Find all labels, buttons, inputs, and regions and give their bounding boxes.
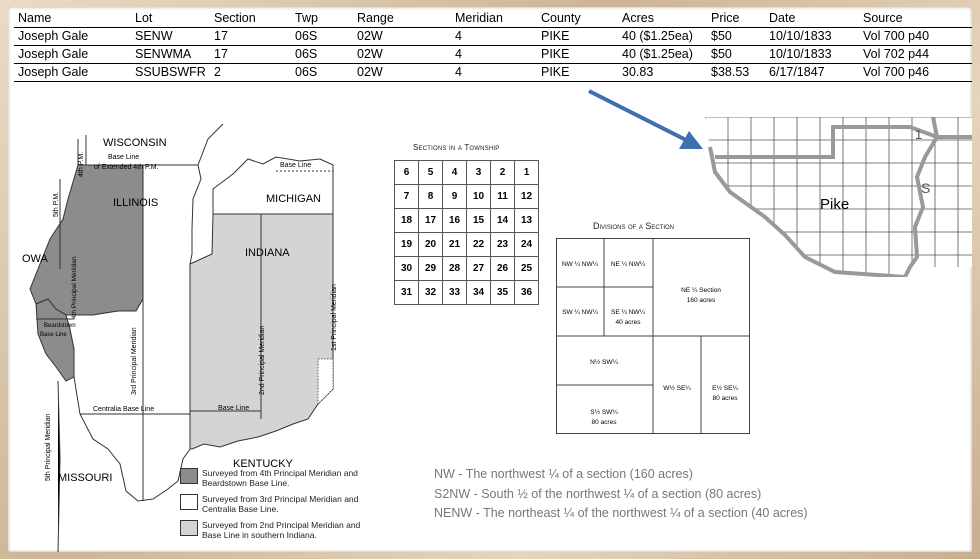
legend-swatch xyxy=(180,494,198,510)
region-1st-pm-strip xyxy=(318,359,333,404)
section-cell: 29 xyxy=(419,257,443,281)
cell: Vol 700 p46 xyxy=(859,64,972,82)
div-se-nw-acres: 40 acres xyxy=(615,319,641,326)
cell: 4 xyxy=(451,28,537,46)
pike-county-map xyxy=(705,117,972,277)
label-5th-pm: 5th P.M. xyxy=(53,191,60,217)
township-title: Sections in a Township xyxy=(413,143,500,152)
section-cell: 31 xyxy=(395,281,419,305)
section-cell: 34 xyxy=(467,281,491,305)
cell: $50 xyxy=(707,28,765,46)
legend-text: Surveyed from 2nd Principal Meridian and Base Line in southern Indiana. xyxy=(202,520,361,540)
cell: SENWMA xyxy=(131,46,210,64)
col-header-name: Name xyxy=(14,10,131,28)
cell: PIKE xyxy=(537,64,618,82)
section-cell: 28 xyxy=(443,257,467,281)
legend-text: Surveyed from 4th Principal Meridian and Beardstown Base Line. xyxy=(202,468,358,488)
section-cell: 36 xyxy=(515,281,539,305)
label-kentucky: KENTUCKY xyxy=(233,458,293,470)
pike-edge-label-2: S xyxy=(921,180,931,196)
section-cell: 7 xyxy=(395,185,419,209)
section-cell: 17 xyxy=(419,209,443,233)
cell: $38.53 xyxy=(707,64,765,82)
div-ne-nw: NE ¼ NW¼ xyxy=(610,261,646,268)
label-illinois: ILLINOIS xyxy=(113,197,159,209)
cell: 10/10/1833 xyxy=(765,46,859,64)
label-beardstown-2: Base Line xyxy=(40,332,67,338)
section-cell: 25 xyxy=(515,257,539,281)
definitions-list xyxy=(434,465,808,524)
section-cell: 19 xyxy=(395,233,419,257)
cell: Joseph Gale xyxy=(14,64,131,82)
cell: SSUBSWFR xyxy=(131,64,210,82)
legend-text: Surveyed from 3rd Principal Meridian and Centralia Base Line. xyxy=(202,494,359,514)
col-header-section: Section xyxy=(210,10,291,28)
section-cell: 32 xyxy=(419,281,443,305)
section-cell: 26 xyxy=(491,257,515,281)
table-row xyxy=(14,28,972,46)
col-header-twp: Twp xyxy=(291,10,353,28)
section-cell: 10 xyxy=(467,185,491,209)
div-s-sw: S½ SW¼ xyxy=(590,409,618,416)
legend-swatch xyxy=(180,468,198,484)
cell: 02W xyxy=(353,64,451,82)
cell: PIKE xyxy=(537,28,618,46)
label-michigan: MICHIGAN xyxy=(266,193,321,205)
label-base-line-ext-2: of Extended 4th P.M. xyxy=(94,164,159,171)
region-michigan xyxy=(213,157,333,214)
label-iowa: OWA xyxy=(22,253,48,265)
table-row xyxy=(14,46,972,64)
section-cell: 11 xyxy=(491,185,515,209)
cell: 4 xyxy=(451,46,537,64)
section-cell: 14 xyxy=(491,209,515,233)
region-4th-pm xyxy=(30,165,143,315)
label-5th-pm-full: 5th Principal Meridian xyxy=(45,413,52,481)
section-cell: 21 xyxy=(443,233,467,257)
pike-label: Pike xyxy=(820,196,850,213)
document-canvas xyxy=(8,7,972,552)
cell: 6/17/1847 xyxy=(765,64,859,82)
section-cell: 23 xyxy=(491,233,515,257)
cell: 30.83 xyxy=(618,64,707,82)
cell: 4 xyxy=(451,64,537,82)
div-sw-nw: SW ¼ NW¼ xyxy=(562,309,598,316)
township-row xyxy=(395,281,539,305)
section-cell: 16 xyxy=(443,209,467,233)
definition-item: S2NW - South ½ of the northwest ¼ of a section (80 acres) xyxy=(434,486,762,501)
land-records-table xyxy=(14,10,972,82)
township-row xyxy=(395,257,539,281)
col-header-price: Price xyxy=(707,10,765,28)
cell: 40 ($1.25ea) xyxy=(618,28,707,46)
col-header-lot: Lot xyxy=(131,10,210,28)
section-cell: 9 xyxy=(443,185,467,209)
label-1st-pm: 1st Principal Meridian xyxy=(331,284,338,351)
section-cell: 20 xyxy=(419,233,443,257)
cell: Vol 702 p44 xyxy=(859,46,972,64)
section-cell: 4 xyxy=(443,161,467,185)
section-cell: 33 xyxy=(443,281,467,305)
section-cell: 27 xyxy=(467,257,491,281)
div-se-nw: SE ¼ NW¼ xyxy=(611,309,645,316)
legend-swatch xyxy=(180,520,198,536)
cell: Vol 700 p40 xyxy=(859,28,972,46)
section-cell: 24 xyxy=(515,233,539,257)
section-cell: 35 xyxy=(491,281,515,305)
cell: SENW xyxy=(131,28,210,46)
township-grid xyxy=(394,160,539,305)
col-header-county: County xyxy=(537,10,618,28)
township-row xyxy=(395,209,539,233)
div-s-sw-acres: 80 acres xyxy=(591,419,617,426)
section-cell: 1 xyxy=(515,161,539,185)
section-cell: 15 xyxy=(467,209,491,233)
section-cell: 6 xyxy=(395,161,419,185)
cell: 02W xyxy=(353,28,451,46)
col-header-meridian: Meridian xyxy=(451,10,537,28)
section-cell: 2 xyxy=(491,161,515,185)
cell: PIKE xyxy=(537,46,618,64)
table-header-row xyxy=(14,10,972,28)
div-ne-acres: 160 acres xyxy=(686,297,716,304)
div-ne: NE ¼ Section xyxy=(681,287,721,294)
cell: 2 xyxy=(210,64,291,82)
section-cell: 5 xyxy=(419,161,443,185)
label-indiana: INDIANA xyxy=(245,247,290,259)
section-cell: 13 xyxy=(515,209,539,233)
label-missouri: MISSOURI xyxy=(58,472,113,484)
cell: $50 xyxy=(707,46,765,64)
definition-item: NW - The northwest ¼ of a section (160 acres) xyxy=(434,467,693,481)
section-cell: 12 xyxy=(515,185,539,209)
section-cell: 18 xyxy=(395,209,419,233)
label-base-line-mi: Base Line xyxy=(280,162,312,169)
pike-edge-label-1: 1 xyxy=(915,127,923,142)
div-e-se: E½ SE¼ xyxy=(712,385,738,392)
div-nw-nw: NW ¼ NW¼ xyxy=(561,261,599,268)
cell: 10/10/1833 xyxy=(765,28,859,46)
pointer-arrow-icon xyxy=(583,87,713,162)
cell: 06S xyxy=(291,64,353,82)
label-3rd-pm: 3rd Principal Meridian xyxy=(131,327,138,395)
table-row xyxy=(14,64,972,82)
section-cell: 22 xyxy=(467,233,491,257)
div-w-se: W½ SE¼ xyxy=(663,385,691,392)
label-base-line-ext: Base Line xyxy=(108,154,140,161)
section-cell: 30 xyxy=(395,257,419,281)
col-header-date: Date xyxy=(765,10,859,28)
cell: 02W xyxy=(353,46,451,64)
township-row xyxy=(395,185,539,209)
label-beardstown: Beardstown xyxy=(44,323,76,329)
label-4th-pm-full: 4th Principal Meridian xyxy=(71,256,78,319)
col-header-source: Source xyxy=(859,10,972,28)
col-header-range: Range xyxy=(353,10,451,28)
divisions-title: Divisions of a Section xyxy=(593,221,675,231)
label-centralia: Centralia Base Line xyxy=(93,406,155,413)
definition-item: NENW - The northeast ¼ of the northwest ¼ of a section (40 acres) xyxy=(434,506,808,520)
cell: 40 ($1.25ea) xyxy=(618,46,707,64)
cell: 17 xyxy=(210,28,291,46)
section-cell: 3 xyxy=(467,161,491,185)
cell: 06S xyxy=(291,28,353,46)
col-header-acres: Acres xyxy=(618,10,707,28)
div-n-sw: N½ SW¼ xyxy=(590,359,618,366)
label-wisconsin: WISCONSIN xyxy=(103,137,167,149)
cell: Joseph Gale xyxy=(14,28,131,46)
label-base-line-in: Base Line xyxy=(218,405,250,412)
township-row xyxy=(395,161,539,185)
cell: 17 xyxy=(210,46,291,64)
cell: Joseph Gale xyxy=(14,46,131,64)
township-row xyxy=(395,233,539,257)
section-cell: 8 xyxy=(419,185,443,209)
div-e-se-acres: 80 acres xyxy=(712,395,738,402)
label-2nd-pm: 2nd Principal Meridian xyxy=(259,325,266,395)
cell: 06S xyxy=(291,46,353,64)
label-4th-pm: 4th P.M. xyxy=(78,151,85,177)
